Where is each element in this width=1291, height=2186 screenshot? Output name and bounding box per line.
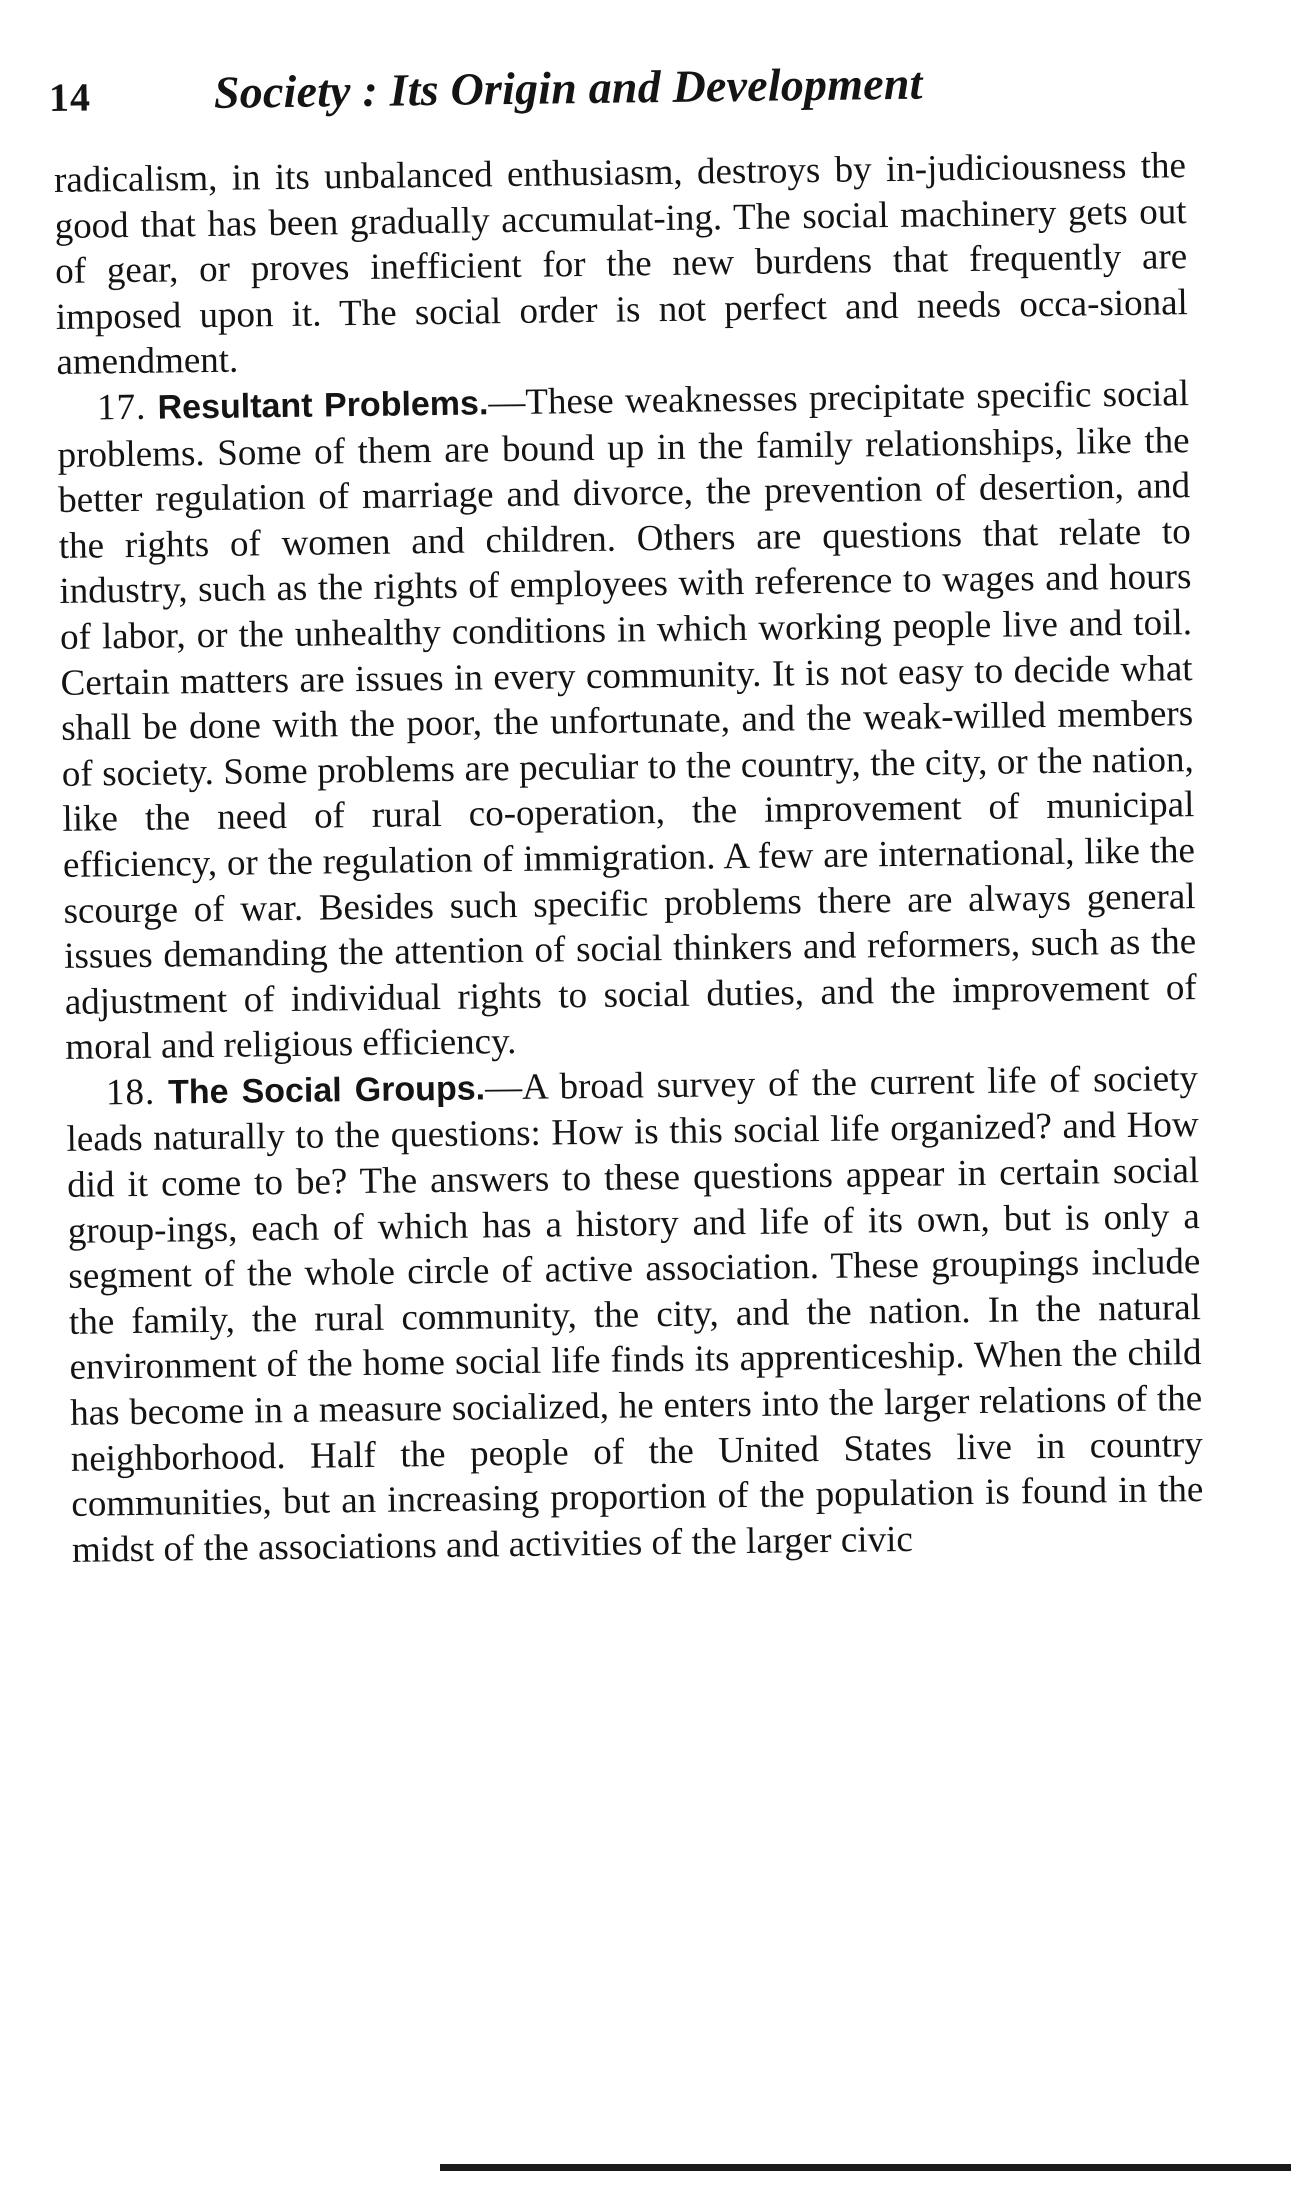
paragraph-section-18 — [66, 1056, 1204, 1573]
paragraph-section-17 — [57, 371, 1198, 1071]
page-header — [49, 49, 1200, 134]
body-text — [54, 143, 1204, 1573]
paragraph-text: radicalism, in its unbalanced enthusiasm, destroys by in-judiciousness the good that has been gradually accumulat-ing. The social machinery gets out of gear, or proves inefficient for the new burdens that frequently are imposed upon it. The social order is not perfect and needs occa-sional amendment. — [53, 145, 1189, 384]
section-heading: Resultant Problems. — [157, 384, 489, 427]
paragraph-text: —These weaknesses precipitate specific social problems. Some of them are bound up in the family relationships, like the better regulation of marriage and divorce, the prevention of desertion, and the rights of women and children. Others are questions that relate to industry, such as the rights of employees with reference to wages and hours of labor, or the unhealthy conditions in which working people live and toil. Certain matters are issues in every community. It is not easy to decide what shall be done with the poor, the unfortunate, and the weak-willed members of society. Some problems are peculiar to the country, the city, or the nation, like the need of rural co-operation, the improvement of municipal efficiency, or the regulation of immigration. A few are international, like the scourge of war. Besides such specific problems there are always general issues demanding the attention of social thinkers and reformers, such as the adjustment of individual rights to social duties, and the improvement of moral and religious efficiency. — [57, 373, 1197, 1069]
paragraph-text: —A broad survey of the current life of society leads naturally to the questions: How is this social life organized? and How did it come to be? The answers to these questions appear in certain social group-ings, each of which has a history and life of its own, but is only a segment of the whole circle of active association. These groupings include the family, the rural community, the city, and the nation. In the natural environment of the home social life finds its apprenticeship. When the child has become in a measure socialized, he enters into the larger relations of the neighborhood. Half the people of the United States live in country communities, but an increasing proportion of the population is found in the midst of the associations and activities of the larger civic — [66, 1057, 1204, 1571]
page-edge-rule — [440, 2164, 1291, 2171]
section-heading: The Social Groups. — [167, 1069, 486, 1112]
section-number: 18. — [105, 1071, 156, 1114]
running-title: Society : Its Origin and Development — [213, 57, 923, 118]
section-number: 17. — [96, 386, 147, 429]
paragraph-continuation — [54, 143, 1189, 386]
page-number: 14 — [48, 74, 92, 121]
